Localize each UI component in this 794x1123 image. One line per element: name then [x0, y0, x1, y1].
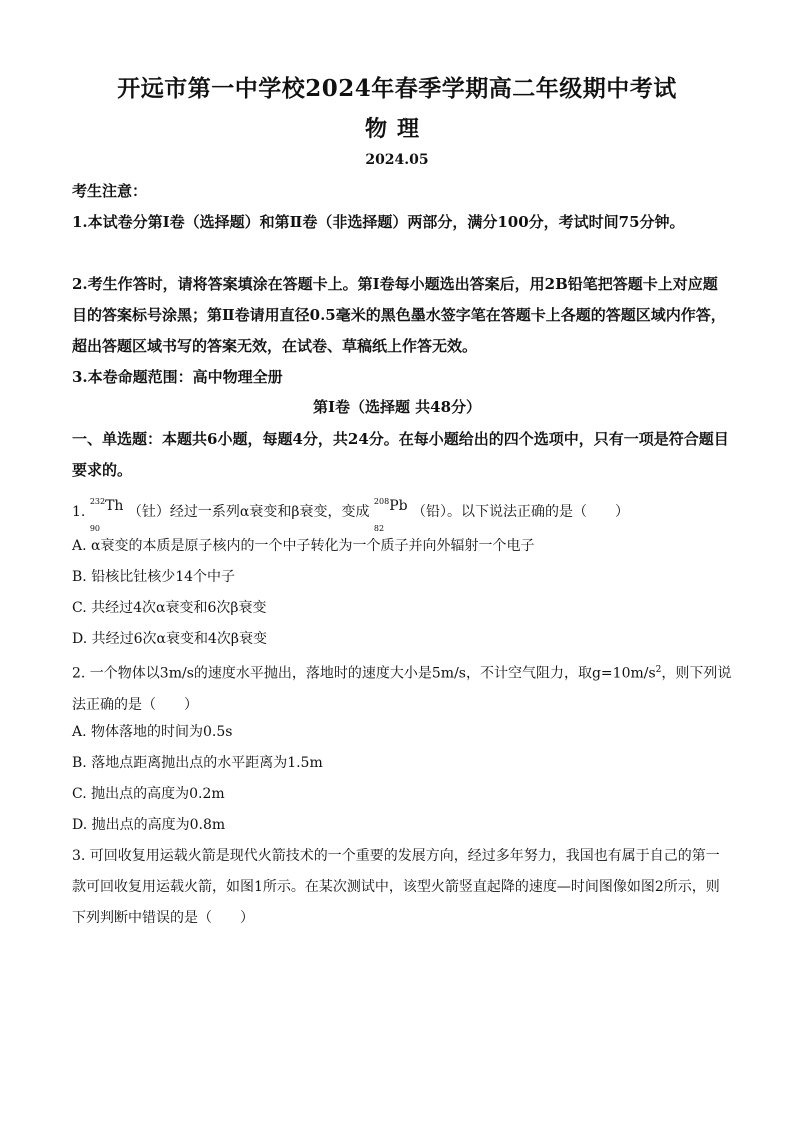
- q1-option-b: B. 铅核比钍核少14个中子: [72, 569, 236, 585]
- thorium-mass-number: 232: [89, 497, 106, 506]
- question-1: [72, 497, 732, 533]
- question-text: 2. 一个物体以3m/s的速度水平抛出，落地时的速度大小是5m/s，不计空气阻力，取g=10m/s: [72, 665, 656, 682]
- exam-title: 开远市第一中学校2024年春季学期高二年级期中考试: [117, 75, 677, 102]
- section-instructions: 一、单选题：本题共6小题，每题4分，共24分。在每小题给出的四个选项中，只有一项是符合题目要求的。: [72, 430, 729, 479]
- notice-item-1: 1.本试卷分第Ⅰ卷（选择题）和第Ⅱ卷（非选择题）两部分，满分100分，考试时间75分钟。: [72, 213, 685, 231]
- notice-item-2: 2.考生作答时，请将答案填涂在答题卡上。第Ⅰ卷每小题选出答案后，用2B铅笔把答题卡上对应题目的答案标号涂黑；第Ⅱ卷请用直径0.5毫米的黑色墨水签字笔在答题卡上各题的答题区域内作答，超出答题区域书写的答案无效，在试卷、草稿纸上作答无效。: [72, 275, 726, 355]
- q1-option-a: A. α衰变的本质是原子核内的一个中子转化为一个质子并向外辐射一个电子: [72, 538, 535, 554]
- notice-item-3: 3.本卷命题范围：高中物理全册: [72, 368, 283, 386]
- lead-symbol: Pb: [389, 498, 408, 514]
- thorium-nuclide: [89, 497, 124, 533]
- section-title: 第Ⅰ卷（选择题 共48分）: [312, 398, 482, 416]
- exam-date: 2024.05: [365, 152, 429, 168]
- notice-heading: 考生注意：: [72, 182, 148, 200]
- exponent: 2: [655, 665, 662, 675]
- question-text-tail: ，则下列说法正确的是（ ）: [72, 665, 732, 713]
- question-number: 1.: [72, 504, 86, 520]
- q2-option-a: A. 物体落地的时间为0.5s: [72, 724, 233, 740]
- question-text: （钍）经过一系列α衰变和β衰变，变成: [127, 504, 370, 520]
- question-2: [72, 655, 732, 721]
- question-3: 3. 可回收复用运载火箭是现代火箭技术的一个重要的发展方向，经过多年努力，我国也有属于自己的第一款可回收复用运载火箭，如图1所示。在某次测试中，该型火箭竖直起降的速度—时间图像如图2所示，则下列判断中错误的是（ ）: [72, 848, 720, 926]
- q1-option-d: D. 共经过6次α衰变和4次β衰变: [72, 631, 267, 647]
- subject-title: 物理: [364, 116, 429, 142]
- question-text: （铅）。以下说法正确的是（ ）: [412, 504, 630, 520]
- thorium-symbol: Th: [105, 498, 124, 514]
- q2-option-b: B. 落地点距离抛出点的水平距离为1.5m: [72, 755, 323, 771]
- thorium-atomic-number: 90: [89, 524, 100, 533]
- q1-option-c: C. 共经过4次α衰变和6次β衰变: [72, 600, 267, 616]
- lead-nuclide: [373, 497, 408, 533]
- q2-option-d: D. 抛出点的高度为0.8m: [72, 817, 226, 833]
- lead-mass-number: 208: [373, 497, 390, 506]
- q2-option-c: C. 抛出点的高度为0.2m: [72, 786, 225, 802]
- lead-atomic-number: 82: [373, 524, 385, 533]
